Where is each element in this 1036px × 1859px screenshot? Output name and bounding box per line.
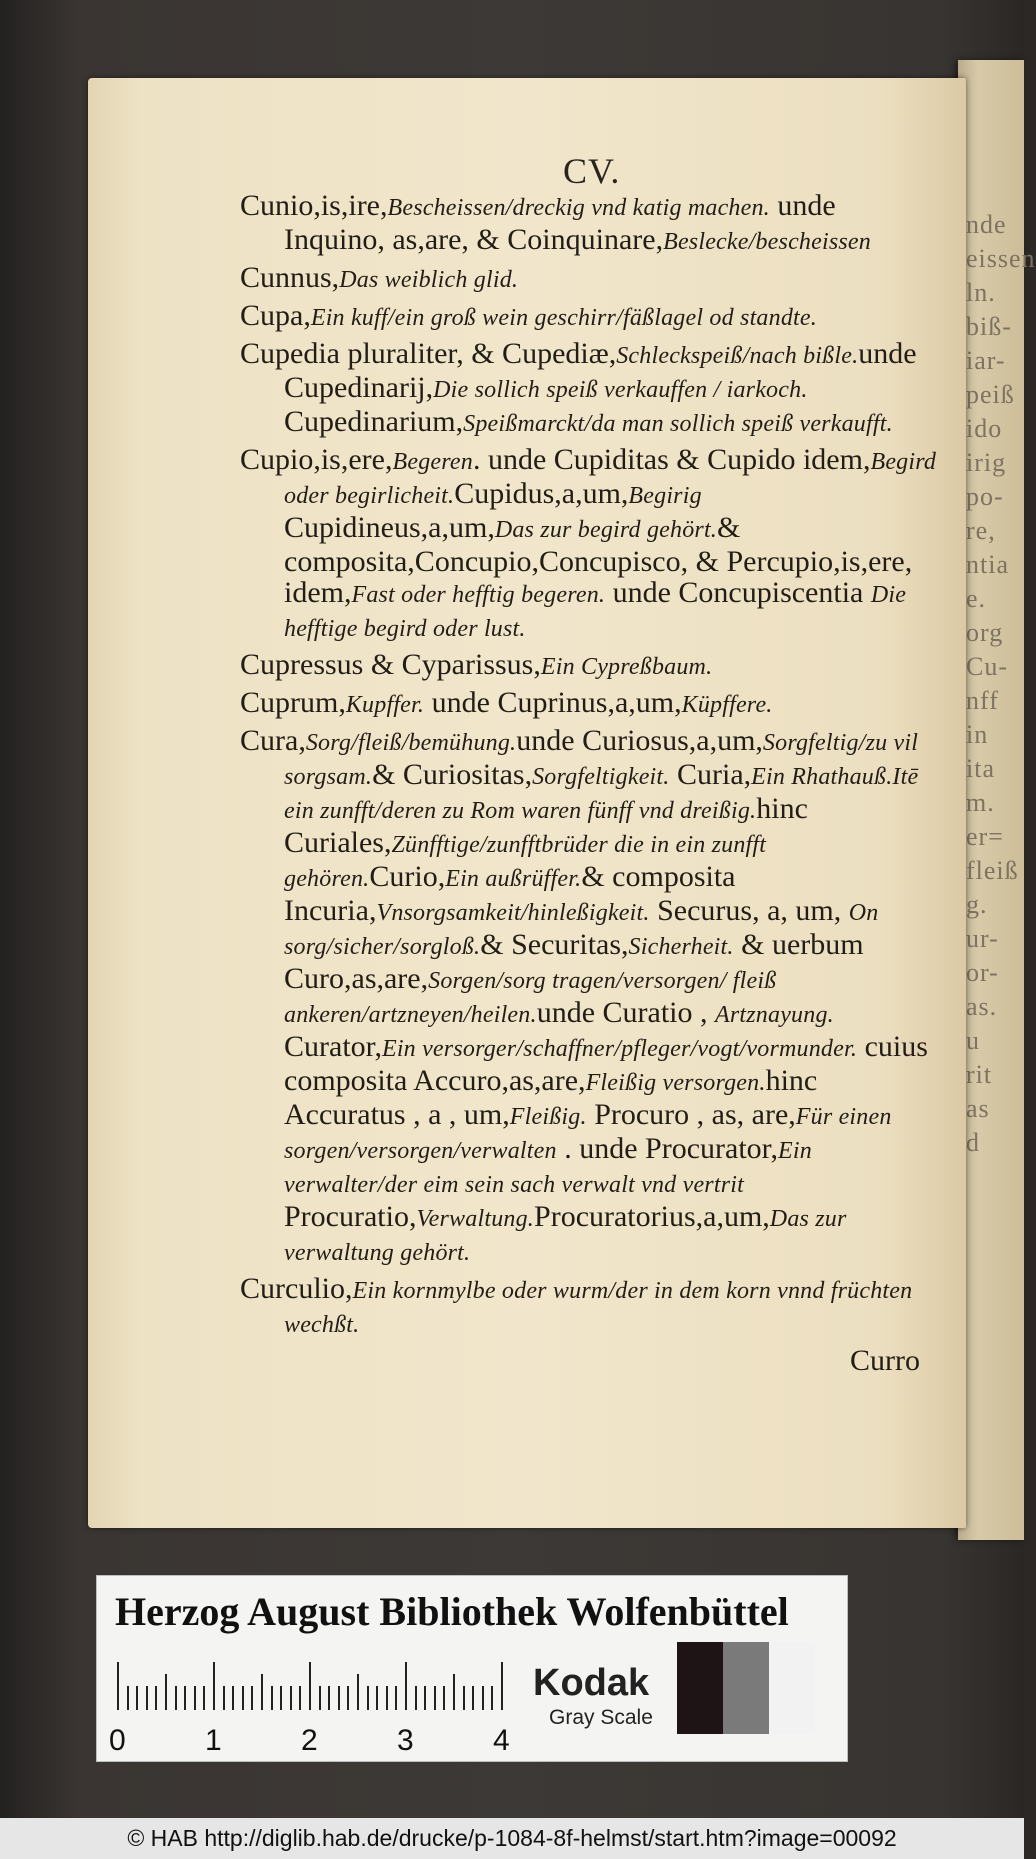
next-page-fragment: e.	[966, 584, 987, 613]
ruler-tick	[136, 1686, 138, 1710]
ruler-tick	[251, 1686, 253, 1710]
latin-term: Curator,	[284, 1030, 382, 1063]
german-gloss: Beslecke/bescheissen	[663, 229, 871, 255]
ruler-tick	[482, 1686, 484, 1710]
next-page-fragment: rit	[966, 1060, 993, 1089]
latin-term: Procuratorius,a,um,	[534, 1200, 770, 1233]
latin-term: Cupressus & Cyparissus,	[240, 648, 541, 681]
ruler-label: 3	[397, 1724, 414, 1757]
german-gloss: Artznayung.	[715, 1002, 834, 1028]
ruler-tick	[319, 1686, 321, 1710]
german-gloss: Für einen sorgen/versorgen/verwalten	[284, 1104, 892, 1164]
german-gloss: Schleckspeiß/nach bißle.	[616, 343, 859, 369]
ruler-tick	[376, 1686, 378, 1710]
library-title: Herzog August Bibliothek Wolfenbüttel	[115, 1589, 789, 1634]
copyright-footer: © HAB http://diglib.hab.de/drucke/p-1084-8f-helmst/start.htm?image=00092	[0, 1818, 1024, 1859]
next-page-fragment: nff	[966, 686, 999, 715]
german-gloss: Fleißig versorgen.	[585, 1070, 766, 1096]
next-page-fragment: as	[966, 1094, 990, 1123]
latin-term: & uerbum Curo,as,are,	[284, 928, 864, 995]
next-page-fragment: as.	[966, 992, 998, 1021]
latin-term: unde Concupiscentia	[605, 576, 871, 609]
german-gloss: Ein kuff/ein groß wein geschirr/fäßlagel od standte.	[310, 305, 817, 331]
ruler-tick	[347, 1686, 349, 1710]
gray-scale-label: Gray Scale	[549, 1706, 653, 1729]
german-gloss: Ein versorger/schaffner/pfleger/vogt/vormunder.	[381, 1036, 858, 1062]
ruler-tick	[184, 1686, 186, 1710]
german-gloss: Speißmarckt/da man sollich speiß verkaufft.	[463, 411, 893, 437]
german-gloss: Verwaltung.	[416, 1206, 535, 1232]
next-page-edge	[958, 60, 1036, 1540]
latin-term: & composita Incuria,	[284, 860, 736, 927]
german-gloss: Das zur verwaltung gehört.	[284, 1206, 847, 1266]
ruler-label: 4	[493, 1724, 510, 1757]
german-gloss: Begeren	[392, 449, 473, 475]
ruler-tick	[463, 1686, 465, 1710]
latin-term: Securus, a, um,	[649, 894, 849, 927]
ruler-tick	[443, 1686, 445, 1710]
latin-term: & composita,Concupio,Concupisco, & Percupio,is,ere, idem,	[284, 511, 913, 609]
ruler-tick	[117, 1662, 119, 1710]
catchword: Curro	[850, 1344, 920, 1377]
ruler-label: 2	[301, 1724, 318, 1757]
gray-swatch	[723, 1642, 769, 1734]
ruler-tick	[194, 1686, 196, 1710]
ruler-tick	[328, 1686, 330, 1710]
ruler-tick	[338, 1686, 340, 1710]
german-gloss: Sorg/fleiß/bemühung.	[305, 730, 517, 756]
ruler-tick	[203, 1686, 205, 1710]
latin-term: Cupidus,a,um,	[454, 477, 629, 510]
latin-term: unde Curiosus,a,um,	[516, 724, 763, 757]
german-gloss: Das zur begird gehört.	[494, 517, 718, 543]
ruler-tick	[290, 1686, 292, 1710]
ruler-tick	[280, 1686, 282, 1710]
german-gloss: Zünfftige/zunfftbrüder die in ein zunfft gehören.	[284, 832, 767, 892]
next-page-fragment: ln.	[966, 278, 996, 307]
next-page-fragment: irig	[966, 448, 1007, 477]
next-page-fragment: org	[966, 618, 1004, 647]
dictionary-entry	[240, 190, 940, 258]
latin-term: . unde Cupiditas & Cupido idem,	[472, 443, 871, 476]
german-gloss: Sicherheit.	[628, 934, 734, 960]
next-page-fragment: re,	[966, 516, 996, 545]
ruler-tick	[434, 1686, 436, 1710]
ruler-tick	[232, 1686, 234, 1710]
latin-term: Cupa,	[240, 299, 311, 332]
ruler-tick	[424, 1686, 426, 1710]
dictionary-entry	[240, 649, 940, 683]
next-page-fragment: eissen	[966, 244, 1036, 273]
next-page-fragment: iar-	[966, 346, 1006, 375]
kodak-logo: Kodak	[533, 1662, 650, 1704]
ruler-tick	[271, 1686, 273, 1710]
ruler-tick	[299, 1686, 301, 1710]
latin-term: hinc Curiales,	[284, 792, 808, 859]
latin-term: Curculio,	[240, 1272, 353, 1305]
ruler-tick	[367, 1686, 369, 1710]
german-gloss: Küpffere.	[681, 692, 773, 718]
dictionary-entry	[240, 444, 940, 645]
next-page-fragment: u	[966, 1026, 980, 1055]
next-page-fragment: or-	[966, 958, 999, 987]
next-page-fragment: ita	[966, 754, 995, 783]
german-gloss: Ein Cypreßbaum.	[540, 654, 713, 680]
german-gloss: Die sollich speiß verkauffen / iarkoch.	[433, 377, 808, 403]
next-page-fragment: in	[966, 720, 989, 749]
ruler-tick	[472, 1686, 474, 1710]
latin-term: Cura,	[240, 724, 306, 757]
next-page-fragment: ido	[966, 414, 1003, 443]
ruler-tick	[453, 1674, 455, 1710]
german-gloss: Begird oder begirlicheit.	[284, 449, 937, 509]
dictionary-text	[240, 190, 940, 1376]
german-gloss: Ein verwalter/der eim sein sach verwalt vnd vertrit	[284, 1138, 812, 1198]
color-reference-card	[96, 1575, 848, 1762]
ruler-tick	[309, 1662, 311, 1710]
latin-term: Procuro , as, are,	[586, 1098, 796, 1131]
dictionary-entry	[240, 725, 940, 1269]
latin-term: Cunio,is,ire,	[240, 189, 388, 222]
ruler-tick	[386, 1686, 388, 1710]
next-page-fragment: g.	[966, 890, 988, 919]
german-gloss: Fast oder hefftig begeren.	[351, 582, 606, 608]
latin-term: . unde Procurator,	[556, 1132, 778, 1165]
dictionary-entry	[240, 1273, 940, 1341]
ruler-label: 1	[205, 1724, 222, 1757]
latin-term: unde Cuprinus,a,um,	[424, 686, 682, 719]
ruler-tick	[127, 1686, 129, 1710]
ruler-tick	[175, 1686, 177, 1710]
latin-term: Cuprum,	[240, 686, 346, 719]
german-gloss: Das weiblich glid.	[339, 267, 519, 293]
german-gloss: Sorgfeltig/zu vil sorgsam.	[284, 730, 919, 790]
dictionary-entry	[240, 338, 940, 440]
next-page-fragment: er=	[966, 822, 1004, 851]
latin-term: hinc Accuratus , a , um,	[284, 1064, 818, 1131]
next-page-fragment: ntia	[966, 550, 1009, 579]
latin-term: unde Inquino, as,are, & Coinquinare,	[284, 189, 836, 256]
ruler-tick	[155, 1686, 157, 1710]
german-gloss: Kupffer.	[345, 692, 425, 718]
german-gloss: On sorg/sicher/sorgloß.	[284, 900, 879, 960]
latin-term: Cupedia pluraliter, & Cupediæ,	[240, 337, 617, 370]
ruler-tick	[242, 1686, 244, 1710]
latin-term: Cunnus,	[240, 261, 340, 294]
next-page-fragment: m.	[966, 788, 995, 817]
next-page-fragment: po-	[966, 482, 1004, 511]
latin-term: unde Cupedinarij,	[284, 337, 917, 404]
ruler-tick	[491, 1686, 493, 1710]
latin-term: Curio,	[369, 860, 446, 893]
next-page-fragment: ur-	[966, 924, 999, 953]
german-gloss: Die hefftige begird oder lust.	[284, 582, 907, 642]
latin-term: unde Curatio ,	[536, 996, 715, 1029]
ruler-tick	[146, 1686, 148, 1710]
dictionary-entry	[240, 300, 940, 334]
ruler-tick	[357, 1674, 359, 1710]
ruler-tick	[213, 1662, 215, 1710]
dictionary-entry	[240, 687, 940, 721]
next-page-fragment: d	[966, 1128, 980, 1157]
next-page-fragment: fleiß	[966, 856, 1019, 885]
latin-term: Procuratio,	[284, 1200, 417, 1233]
next-page-fragment: Cu-	[966, 652, 1008, 681]
ruler-tick	[165, 1674, 167, 1710]
page-header: CV.	[563, 151, 621, 191]
german-gloss: Fleißig.	[509, 1104, 587, 1130]
german-gloss: Sorgen/sorg tragen/versorgen/ fleiß ankeren/artzneyen/heilen.	[284, 968, 777, 1028]
ruler-tick	[405, 1662, 407, 1710]
latin-term: Cupio,is,ere,	[240, 443, 393, 476]
latin-term: Cupedinarium,	[284, 405, 464, 438]
latin-term: Curia,	[669, 758, 752, 791]
german-gloss: Ein außrüffer.	[445, 866, 582, 892]
ruler	[117, 1662, 517, 1710]
ruler-label: 0	[109, 1724, 126, 1757]
gray-swatch	[677, 1642, 723, 1734]
gray-swatch	[769, 1642, 815, 1734]
ruler-tick	[501, 1662, 503, 1710]
ruler-tick	[395, 1686, 397, 1710]
next-page-fragment: nde	[966, 210, 1007, 239]
latin-term: & Securitas,	[480, 928, 629, 961]
latin-term: cuius composita Accuro,as,are,	[284, 1030, 928, 1097]
german-gloss: Bescheissen/dreckig vnd katig machen.	[387, 195, 770, 221]
dictionary-entry	[240, 262, 940, 296]
latin-term: Cupidineus,a,um,	[284, 511, 495, 544]
german-gloss: Sorgfeltigkeit.	[532, 764, 670, 790]
next-page-fragment: peiß	[966, 380, 1015, 409]
ruler-tick	[415, 1686, 417, 1710]
next-page-fragment: biß-	[966, 312, 1012, 341]
german-gloss: Ein kornmylbe oder wurm/der in dem korn vnnd früchten wechßt.	[284, 1278, 913, 1338]
latin-term: & Curiositas,	[372, 758, 533, 791]
german-gloss: Begirig	[628, 483, 702, 509]
german-gloss: Vnsorgsamkeit/hinleßigkeit.	[376, 900, 650, 926]
german-gloss: Ein Rhathauß.Itē ein zunfft/deren zu Rom waren fünff vnd dreißig.	[284, 764, 919, 824]
ruler-tick	[223, 1686, 225, 1710]
ruler-tick	[261, 1674, 263, 1710]
